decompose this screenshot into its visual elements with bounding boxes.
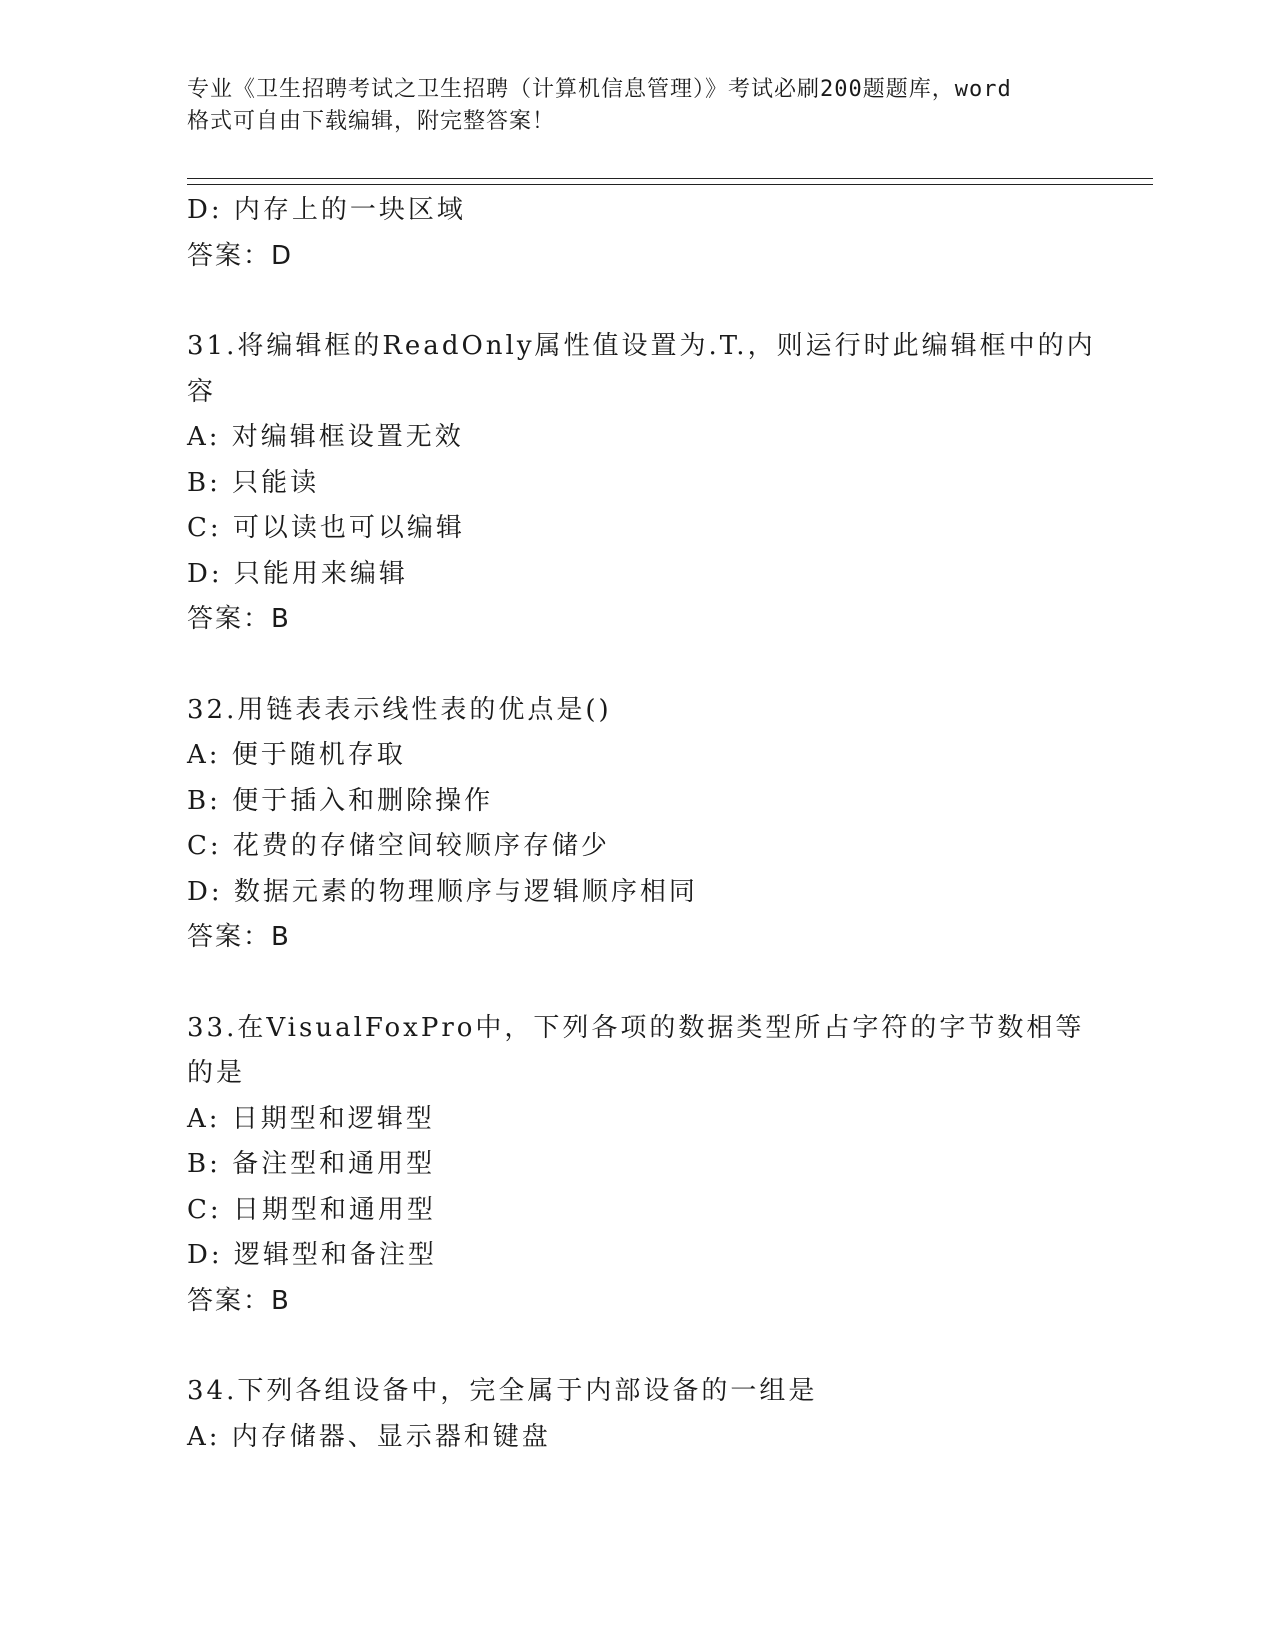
answer-line: 答案：D <box>187 240 294 271</box>
option-c: C: 可以读也可以编辑 <box>187 513 465 543</box>
option-a: A: 内存储器、显示器和键盘 <box>187 1421 551 1452</box>
question-31 <box>187 324 1147 643</box>
answer-line: 答案：B <box>187 922 291 952</box>
question-text: 32.用链表表示线性表的优点是() <box>187 694 612 725</box>
option-b: B: 备注型和通用型 <box>187 1149 436 1179</box>
header-rule-bottom <box>187 184 1153 185</box>
question-text: 33.在VisualFoxPro中，下列各项的数据类型所占字符的字节数相等 <box>187 1012 1085 1043</box>
answer-line: 答案：B <box>187 1285 291 1316</box>
question-32 <box>187 688 1147 961</box>
option-d: D: 只能用来编辑 <box>187 558 408 589</box>
option-a: A: 便于随机存取 <box>187 740 406 770</box>
header-line-2: 格式可自由下载编辑，附完整答案！ <box>187 109 556 134</box>
question-text-continued: 的是 <box>187 1058 246 1088</box>
header-rule-top <box>187 178 1153 179</box>
option-c: C: 花费的存储空间较顺序存储少 <box>187 831 610 861</box>
question-text: 31.将编辑框的ReadOnly属性值设置为.T.，则运行时此编辑框中的内 <box>187 331 1096 361</box>
question-list <box>187 188 1147 1460</box>
option-d: D: 逻辑型和备注型 <box>187 1240 437 1270</box>
question-34 <box>187 1369 1147 1460</box>
header-line-1: 专业《卫生招聘考试之卫生招聘（计算机信息管理）》考试必刷200题题库，word <box>187 77 1012 102</box>
answer-line: 答案：B <box>187 604 291 634</box>
question-33 <box>187 1006 1147 1325</box>
option-a: A: 日期型和逻辑型 <box>187 1103 435 1134</box>
document-header <box>187 74 1087 138</box>
option-d: D: 内存上的一块区域 <box>187 195 466 225</box>
question-text: 34.下列各组设备中，完全属于内部设备的一组是 <box>187 1376 818 1406</box>
option-a: A: 对编辑框设置无效 <box>187 422 464 452</box>
option-c: C: 日期型和通用型 <box>187 1194 436 1225</box>
question-text-continued: 容 <box>187 376 217 407</box>
option-b: B: 只能读 <box>187 467 320 498</box>
option-d: D: 数据元素的物理顺序与逻辑顺序相同 <box>187 876 698 907</box>
option-b: B: 便于插入和删除操作 <box>187 785 494 816</box>
